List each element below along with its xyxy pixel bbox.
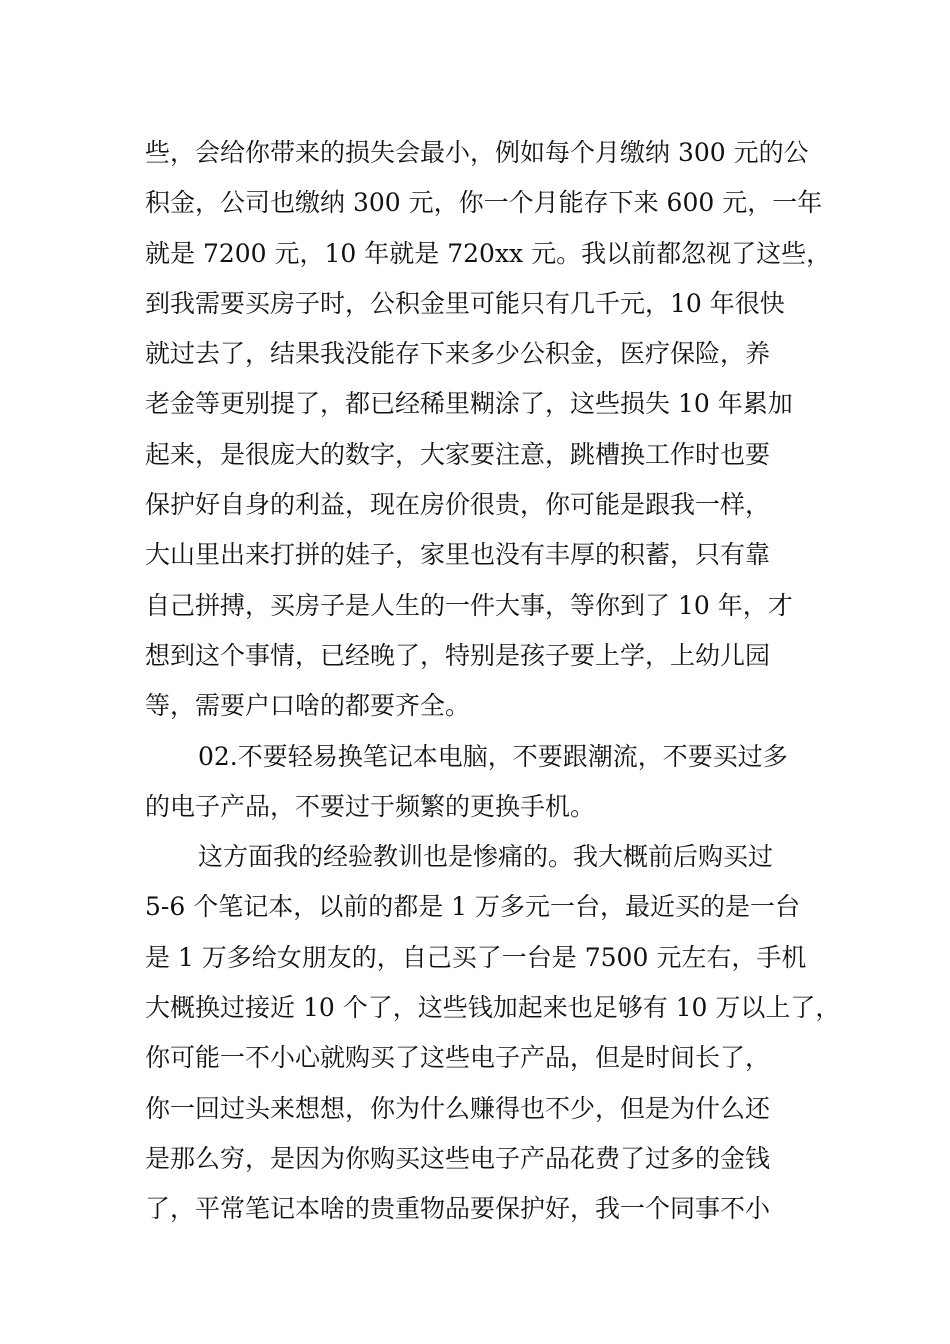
text-line: 大概换过接近 10 个了，这些钱加起来也足够有 10 万以上了，	[145, 993, 841, 1023]
paragraph-electronics	[145, 832, 841, 1234]
body-text	[145, 128, 841, 1235]
text-line: 了，平常笔记本啥的贵重物品要保护好，我一个同事不小	[145, 1194, 771, 1224]
text-line: 等，需要户口啥的都要齐全。	[145, 691, 471, 721]
text-line: 些，会给你带来的损失会最小，例如每个月缴纳 300 元的公	[145, 138, 809, 167]
text-line: 保护好自身的利益，现在房价很贵，你可能是跟我一样，	[145, 490, 771, 520]
text-line: 自己拼搏，买房子是人生的一件大事，等你到了 10 年，才	[145, 590, 793, 620]
text-line: 到我需要买房子时，公积金里可能只有几千元，10 年很快	[145, 288, 785, 318]
text-line: 老金等更别提了，都已经稀里糊涂了，这些损失 10 年累加	[145, 389, 793, 419]
text-line: 5-6 个笔记本，以前的都是 1 万多元一台，最近买的是一台	[145, 892, 801, 922]
text-line: 想到这个事情，已经晚了，特别是孩子要上学，上幼儿园	[145, 640, 771, 670]
text-line: 02.不要轻易换笔记本电脑，不要跟潮流，不要买过多	[198, 741, 788, 771]
text-line: 这方面我的经验教训也是惨痛的。我大概前后购买过	[198, 842, 774, 872]
text-line: 就是 7200 元，10 年就是 720xx 元。我以前都忽视了这些，	[145, 238, 832, 268]
text-line: 大山里出来打拼的娃子，家里也没有丰厚的积蓄，只有靠	[145, 540, 771, 570]
text-line: 积金，公司也缴纳 300 元，你一个月能存下来 600 元，一年	[145, 188, 823, 218]
text-line: 的电子产品，不要过于频繁的更换手机。	[145, 791, 596, 821]
paragraph-housing-fund	[145, 128, 832, 732]
paragraph-heading-02	[145, 732, 825, 833]
text-line: 是那么穷，是因为你购买这些电子产品花费了过多的金钱	[145, 1143, 771, 1173]
text-line: 你一回过头来想想，你为什么赚得也不少，但是为什么还	[145, 1093, 771, 1123]
text-line: 你可能一不小心就购买了这些电子产品，但是时间长了，	[145, 1043, 771, 1073]
text-line: 就过去了，结果我没能存下来多少公积金，医疗保险，养	[145, 339, 771, 369]
text-line: 是 1 万多给女朋友的，自己买了一台是 7500 元左右，手机	[145, 942, 807, 972]
text-line: 起来，是很庞大的数字，大家要注意，跳槽换工作时也要	[145, 439, 771, 469]
